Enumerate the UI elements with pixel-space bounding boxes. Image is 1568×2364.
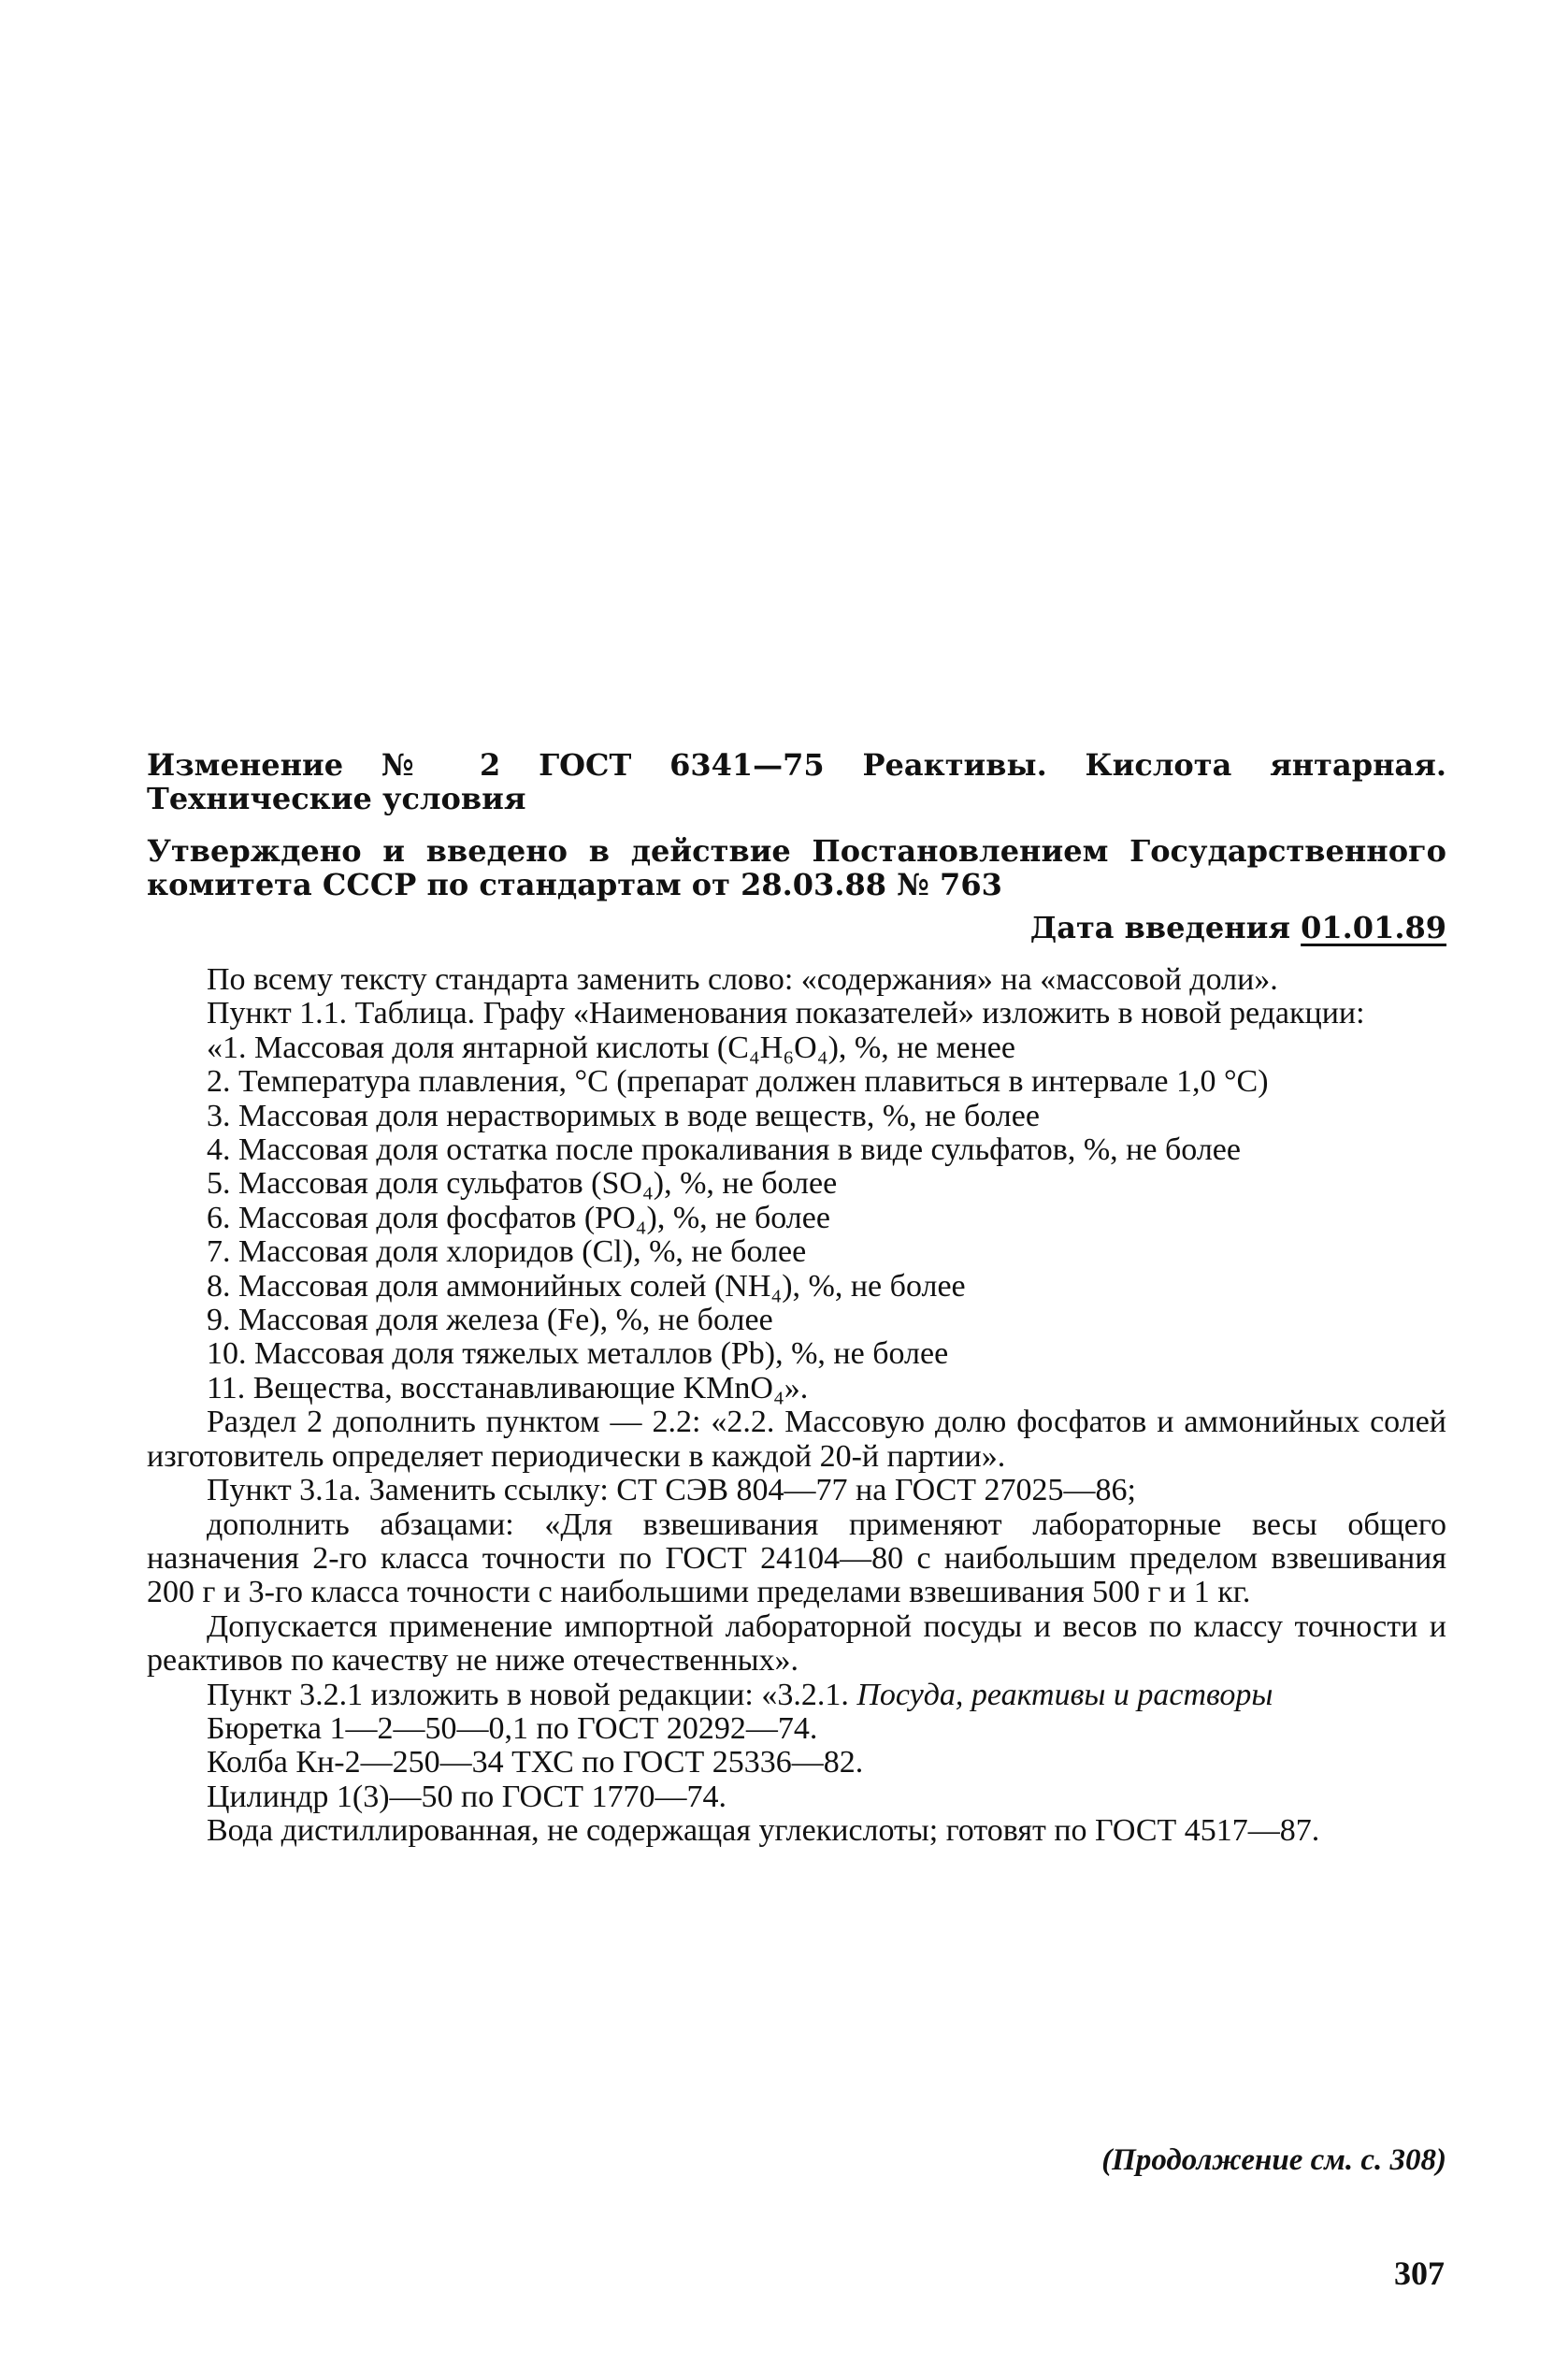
page-number: 307 [1394, 2255, 1445, 2292]
list-item: 11. Вещества, восстанавливающие KMnO₄». [207, 1370, 809, 1405]
amendment-title: Изменение № 2 ГОСТ 6341—75 Реактивы. Кислота янтарная. Технические условия [147, 747, 1446, 816]
paragraph: Допускается применение импортной лабораторной посуды и весов по классу точности и реактивов по качеству не ниже отечественных». [147, 1608, 1446, 1679]
list-item: 3. Массовая доля нерастворимых в воде веществ, %, не более [207, 1098, 1040, 1133]
list-item: 10. Массовая доля тяжелых металлов (Pb), %, не более [207, 1336, 949, 1372]
paragraph: Вода дистиллированная, не содержащая углекислоты; готовят по ГОСТ 4517—87. [207, 1813, 1320, 1849]
list-item: 8. Массовая доля аммонийных солей (NH₄), %, не более [207, 1268, 966, 1304]
list-item: 9. Массовая доля железа (Fe), %, не более [207, 1303, 773, 1338]
list-item: «1. Массовая доля янтарной кислоты (C₄H₆O₄), %, не менее [207, 1030, 1015, 1065]
paragraph: Раздел 2 дополнить пунктом — 2.2: «2.2. Массовую долю фосфатов и аммонийных солей изготовитель определяет периодически в каждой 20-й партии». [147, 1405, 1446, 1474]
list-item: Бюретка 1—2—50—0,1 по ГОСТ 20292—74. [207, 1710, 818, 1746]
effective-date-label: Дата введения [1029, 910, 1290, 945]
paragraph-3-2-1-heading: Посуда, реактивы и растворы [856, 1677, 1273, 1712]
document-body [147, 963, 1446, 1849]
paragraph: Пункт 1.1. Таблица. Графу «Наименования показателей» изложить в новой редакции: [207, 996, 1365, 1031]
effective-date [147, 911, 1446, 944]
list-item: 6. Массовая доля фосфатов (PO₄), %, не более [207, 1200, 830, 1235]
paragraph: дополнить абзацами: «Для взвешивания применяют лабораторные весы общего назначения 2-го класса точности по ГОСТ 24104—80 с наибольшим пределом взвешивания 200 г и 3-го класса точности с наибольшими пределами взвешивания 500 г и 1 кг. [147, 1506, 1446, 1610]
approval-statement: Утверждено и введено в действие Постановлением Государственного комитета СССР по стандартам от 28.03.88 № 763 [147, 833, 1446, 902]
list-item: 4. Массовая доля остатка после прокаливания в виде сульфатов, %, не более [207, 1132, 1241, 1168]
effective-date-value: 01.01.89 [1301, 910, 1446, 945]
list-item: 5. Массовая доля сульфатов (SO₄), %, не более [207, 1166, 838, 1202]
list-item: 7. Массовая доля хлоридов (Cl), %, не более [207, 1234, 807, 1270]
list-item: 2. Температура плавления, °С (препарат должен плавиться в интервале 1,0 °С) [207, 1064, 1269, 1100]
paragraph-3-2-1 [147, 1679, 1446, 1712]
document-header [147, 748, 1446, 944]
paragraph-3-2-1-prefix: Пункт 3.2.1 изложить в новой редакции: «3.2.1. [207, 1677, 857, 1712]
list-item: Цилиндр 1(3)—50 по ГОСТ 1770—74. [207, 1779, 726, 1814]
list-item: Колба Кн-2—250—34 ТХС по ГОСТ 25336—82. [207, 1745, 864, 1780]
paragraph: По всему тексту стандарта заменить слово: «содержания» на «массовой доли». [207, 962, 1278, 997]
paragraph: Пункт 3.1а. Заменить ссылку: СТ СЭВ 804—77 на ГОСТ 27025—86; [207, 1473, 1136, 1508]
continuation-note: (Продолжение см. с. 308) [1101, 2143, 1446, 2177]
